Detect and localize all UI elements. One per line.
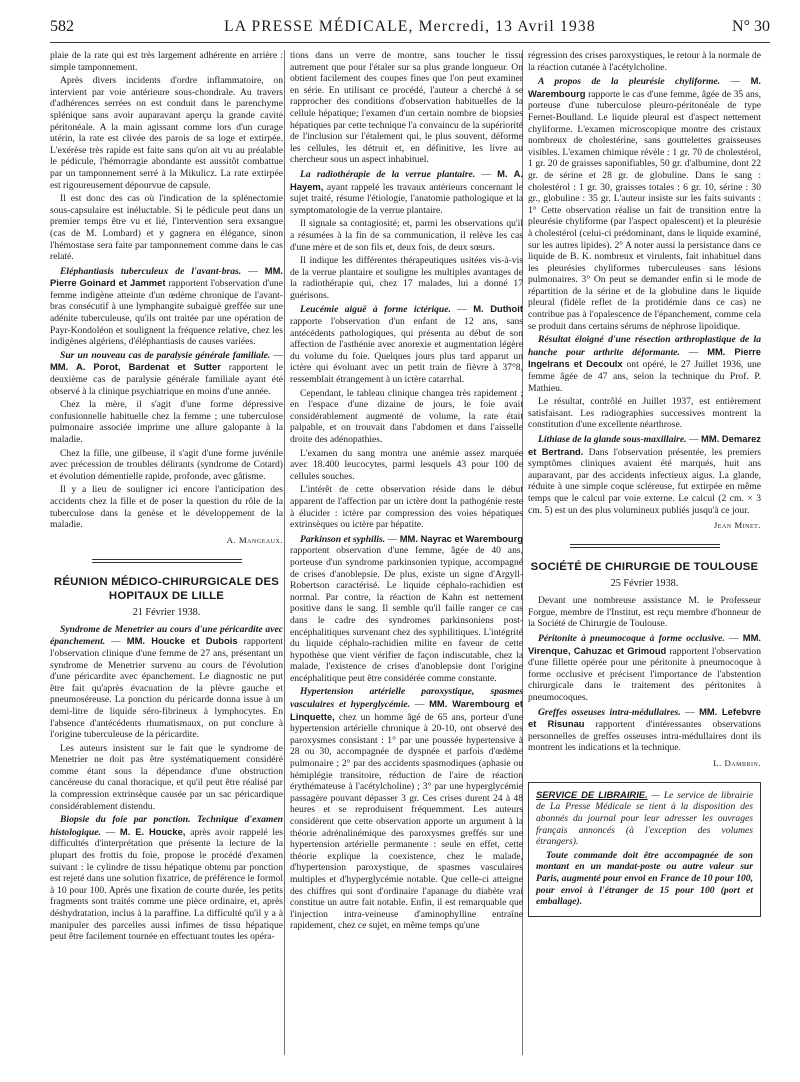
article-authors: M. A. Hayem, [290,167,523,192]
article-title: Syndrome de Menetrier au cours d'une péricardite avec épanchement. [50,623,283,648]
paragraph: L'intérêt de cette observation réside dans le début apparent de l'affection par un ictère dont la pathogénie reste à élucider : ictère par compression des voies hépatiques extrinsèques ou ictère par hépatite. [290,484,523,531]
article-title: Greffes osseuses intra-médullaires. [538,706,681,718]
paragraph: Le résultat, contrôlé en Juillet 1937, est entièrement satisfaisant. Les radiographies successives montrent la constitution d'une excellente néarthrose. [528,396,761,431]
paragraph: Après divers incidents d'ordre inflammatoire, on intervient par voie antérieure sous-chondrale. Au travers d'adhérences serrées on est conduit dans le parenchyme splénique sans avoir auparavant aperçu la grande cavité péritonéale. A la main agissant comme lors d'un curage utérin, la rate est clivée des parois de sa loge et extirpée. L'exérèse très rapide est faite sans qu'on ait vu au préalable le pédicule, l'hémorragie abondante est aussitôt combattue par un tamponnement serré à la Mikulicz. La rate extirpée est rigoureusement dépourvue de capsule. [50,75,283,191]
article-authors: M. Warembourg [528,75,761,99]
section-heading: SOCIÉTÉ DE CHIRURGIE DE TOULOUSE [530,561,759,574]
notice-paragraph [536,789,753,848]
article-text: ayant rappelé les travaux antérieurs concernant le sujet traité, résume l'étiologie, l'anatomie pathologique et la symptomatologie de la verrue plantaire. [290,181,523,216]
article-title: La radiothérapie de la verrue plantaire. [300,168,476,180]
article: La radiothérapie de la verrue plantaire. — M. A. Hayem, ayant rappelé les travaux antérieurs concernant le sujet traité, résume l'étiologie, l'anatomie pathologique et la symptomatologie de la verrue plantaire. [290,167,523,216]
article-authors: MM. Nayrac et Warembourg [399,532,523,544]
paragraph: Il indique les différentes thérapeutiques usitées vis-à-vis de la verrue plantaire et souligne les multiples avantages de la radiothérapie qui, chez 17 malades, lui a donné 17 guérisons. [290,255,523,301]
article-text: Dans l'observation présentée, les premiers symptômes cliniques avaient été marqués, huit ans auparavant, par des accidents infectieux aigus. La glande, réduite à une simple coque scléreuse, fut extirpée en même temps que le calcul par voie externe. Le calcul (2 cm. × 3 cm. 5) est un des plus volumineux publiés jusqu'à ce jour. [528,446,761,516]
paragraph: régression des crises paroxystiques, le retour à la normale de la réaction cutanée à l'acétylcholine. [528,50,761,73]
article-title: Lithiase de la glande sous-maxillaire. [538,434,687,445]
article-authors: MM. Pierre Ingelrans et Decoulx [528,345,761,370]
section-separator [570,544,720,548]
paragraph: Chez la fille, une gilbeuse, il s'agit d'une forme juvénile avec précession de troubles délirants (syndrome de Cotard) et évolution démentielle rapide, profonde, avec gâtisme. [50,447,283,482]
article-authors: MM. Lefebvre et Risunau [528,705,761,730]
article-title: Parkinson et syphilis. [300,533,386,545]
paragraph: plaie de la rate qui est très largement adhérente en arrière : simple tamponnement. [50,50,283,73]
article: Greffes osseuses intra-médullaires. — MM. Lefebvre et Risunau rapportent d'intéressantes observations personnelles de greffes osseuses intra-médullaires dont ils montrent les indications et la technique. [528,705,761,754]
article: Biopsie du foie par ponction. Technique d'examen histologique. — M. E. Houcke, après avoir rappelé les difficultés d'interprétation que présente la lecture de la plupart des frottis du foie, propose le procédé d'examen suivant : le cylindre de tissu hépatique obtenu par ponction est rejeté dans une solution fixatrice, de préférence le formol à 10 pour 100. Après une fixation de courte durée, les petits fragments sont traités comme une pièce ordinaire, et, après déshydratation, inclus à la paraffine. La difficulté qu'il y a à manipuler des parcelles aussi infimes de tissu hépatique peut être facilement tournée en effectuant toutes les opéra- [50,814,283,943]
article-title: Péritonite à pneumocoque à forme occlusive. [538,632,725,644]
paragraph: Il y a lieu de souligner ici encore l'anticipation des accidents chez la fille et de poser la question du rôle de la tuberculose dans la genèse et le développement de la maladie. [50,484,283,531]
paragraph: Il est donc des cas où l'indication de la splénectomie sous-capsulaire est inéluctable. Si le pédicule peut dans un premier temps être vu et lié, l'intervention sera exsangue (cas de M. Lombard) et y gagnera en élégance, sinon l'hémostase sera faite par tamponnement comme dans le cas relaté. [50,193,283,263]
running-header [50,18,770,40]
article: Lithiase de la glande sous-maxillaire. — MM. Demarez et Bertrand. Dans l'observation présentée, les premiers symptômes cliniques avaient été marqués, huit ans auparavant, par des accidents infectieux aigus. La glande, réduite à une simple coque scléreuse, fut extirpée en même temps que le calcul par voie externe. Le calcul (2 cm. × 3 cm. 5) est un des plus volumineux publiés jusqu'à ce jour. [528,433,761,516]
article: Syndrome de Menetrier au cours d'une péricardite avec épanchement. — MM. Houcke et Dubois rapportent l'observation clinique d'une femme de 27 ans, présentant un syndrome de Menetrier survenu au cours de l'évolution d'une péricardite avec épanchement. Le diagnostic ne put être fait qu'après évacuation de la plèvre gauche et pneumoséreuse. La ponction du péricarde donna issue à un demi-litre de liquide séro-fibrineux à lymphocytes. En l'absence d'antécédents rhumatismaux, on put conclure à l'origine tuberculeuse de la péricardite. [50,623,283,741]
article-text: rapportent l'observation d'une femme indigène atteinte d'un œdème chronique de l'avant-bras consécutif à une lymphangite subaiguë greffée sur une adénite tuberculeuse, qu'ils ont traitée par une opération de Payr-Kondoléon et soulignent la fréquence relative, chez les indigènes algériens, d'éléphantiasis de causes variées. [50,278,283,348]
article-text: chez un homme âgé de 65 ans, porteur d'une hypertension artérielle chronique à 20-10, ont observé des paroxysmes consistant : 1° par une poussée hypertensive à 28 ou 30, accompagnée de dyspnée et parfois d'œdème pulmonaire ; 2° par des accidents spasmodiques (aphasie ou hémiplégie transitoire, réduction de l'aire de réaction érythémateuse à l'acétylcholine) ; 3° par une hyperglycémie passagère pouvant dépasser 3 gr. Ces crises durent 24 à 48 heures et se reproduisent fréquemment. Les auteurs considèrent que cette observation apporte un argument à la théorie adrénalinémique des paroxysmes greffés sur une hypertension artérielle permanente : seule en effet, cette théorie explique la coexistence, chez le malade, d'hypertension paroxystique, de spasmes vasculaires multiples et d'hyperglycémie notable. Que celle-ci atteigne des chiffres qui sont d'ordinaire l'apanage du diabète vrai constitue un autre fait notable. Enfin, il est remarquable que l'injection intra-veineuse d'aminophylline entraîne rapidement, chez ce sujet, en même temps qu'une [290,711,523,932]
article: Hypertension artérielle paroxystique, spasmes vasculaires et hyperglycémie. — MM. Warembourg et Linquette, chez un homme âgé de 65 ans, porteur d'une hypertension artérielle chronique à 20-10, ont observé des paroxysmes consistant : 1° par une poussée hypertensive à 28 ou 30, accompagnée de dyspnée et parfois d'œdème pulmonaire ; 2° par des accidents spasmodiques (aphasie ou hémiplégie transitoire, réduction de l'aire de réaction érythémateuse à l'acétylcholine) ; 3° par une hyperglycémie passagère pouvant dépasser 3 gr. Ces crises durent 24 à 48 heures et se reproduisent fréquemment. Les auteurs considèrent que cette observation apporte un argument à la théorie adrénalinémique des paroxysmes greffés sur une hypertension artérielle permanente : seule en effet, cette théorie explique la coexistence, chez le malade, d'hypertension paroxystique, de spasmes vasculaires multiples et d'hyperglycémie notable. Que celle-ci atteigne des chiffres qui sont d'ordinaire l'apanage du diabète vrai constitue un autre fait notable. Enfin, il est remarquable que l'injection intra-veineuse d'aminophylline entraîne rapidement, chez ce sujet, en même temps qu'une [290,686,523,932]
issue-number: N° 30 [732,18,770,35]
article-authors: MM. A. Porot, Bardenat et Sutter [50,361,221,373]
header-rule [50,42,770,43]
article-text: ont opéré, le 27 Juillet 1936, une femme âgée de 47 ans, selon la technique du Prof. P. Mathieu. [528,359,761,394]
article-title: Eléphantiasis tuberculeux de l'avant-bras. [60,265,242,277]
article: Résultat éloigné d'une résection arthroplastique de la hanche pour arthrite déformante. — MM. Pierre Ingelrans et Decoulx ont opéré, le 27 Juillet 1936, une femme âgée de 47 ans, selon la technique du Prof. P. Mathieu. [528,334,761,394]
article-title: Hypertension artérielle paroxystique, spasmes vasculaires et hyperglycémie. [290,686,523,711]
page-number: 582 [50,18,74,35]
paragraph: Cependant, le tableau clinique changea très rapidement ; en l'espace d'une dizaine de jours, le foie avait considérablement augmenté de volume, la rate était palpable, et on trouvait dans l'abdomen et dans l'aisselle droite des adénopathies. [290,387,523,445]
article-title: Sur un nouveau cas de paralysie générale familiale. [60,349,271,361]
paragraph: Il signale sa contagiosité; et, parmi les observations qu'il a résumées à la fin de sa communication, il relève les cas d'une mère et de son fils et, deux fois, de deux sœurs. [290,218,523,253]
article-title: A propos de la pleurésie chyliforme. [538,76,721,88]
article-text: rapporte le cas d'une femme, âgée de 35 ans, porteuse d'une tuberculose pleuro-péritonéale de type Fernet-Boulland. Le liquide pleural est d'aspect nettement chyliforme. L'examen microscopique montre des cristaux nombreux de cholestérine, sans gouttelettes graisseuses visibles. L'examen chimique révèle : 1 gr. 70 de cholestérol, 1 gr. 20 de graisses saponifiables, 50 gr. d'albumine, dont 22 gr. de sérine et 28 gr. de globuline. Dans le sang : cholestérol : 1 gr. 30, graisses totales : 6 gr. 10, sérine : 30 gr., globuline : 35 gr. L'auteur insiste sur les faits suivants : 1° Cette observation réalise un fait de transition entre la pleurésie chyliforme (par l'aspect opalescent) et la pleurésie à cholestérol (celui-ci prédominant, dans le liquide examiné, sur les autres lipides). 2° A noter aussi la persistance dans ce liquide de B. K. nombreux et virulents, fait inhabituel dans les pleurésies chyliformes tuberculeuses sans lésions pulmonaires. 3° On peut se demander enfin si le mode de répartition de la sérine et de la globuline dans le liquide pleural (fidèle reflet de la protidémie dans ce cas) ne contribue pas à l'opalescence de l'épanchement, comme cela se produit dans certains sérums de néphrose lipoïdique. [528,88,761,332]
article-authors: MM. Pierre Goinard et Jammet [50,264,283,289]
article-text: rapportent d'intéressantes observations personnelles de greffes osseuses intra-médullaires dont ils montrent les indications et la technique. [528,719,761,754]
paragraph: Les auteurs insistent sur le fait que le syndrome de Menetrier ne doit pas être systématiquement considéré comme étant sous la dépendance d'une obstruction cancéreuse du canal thoracique, et qu'il peut être réalisé par la compression extrinsèque causée par un sac péricardique considérablement distendu. [50,742,283,812]
paragraph: Chez la mère, il s'agit d'une forme dépressive confusionnelle habituelle chez la femme ; une tuberculose pulmonaire associée imprime une allure galopante à la maladie. [50,399,283,445]
column-3 [528,50,761,1060]
column-2 [290,50,523,1060]
article-text: rapportent l'observation clinique d'une femme de 27 ans, présentant un syndrome de Menetrier survenu au cours de l'évolution d'une péricardite avec épanchement. Le diagnostic ne put être fait qu'après évacuation de la plèvre gauche et pneumoséreuse. La ponction du péricarde donna issue à un demi-litre de liquide séro-fibrineux à lymphocytes. En l'absence d'antécédents rhumatismaux, on put conclure à l'origine tuberculeuse de la péricardite. [50,636,283,741]
article-authors: M. Duthoit [473,303,523,315]
article-text: rapportent l'observation d'une fillette opérée pour une péritonite à pneumocoque à forme occlusive et précisent l'importance de l'abstention chirurgicale dans le traitement des péritonites à pneumocoques. [528,645,761,703]
article-text: après avoir rappelé les difficultés d'interprétation que présente la lecture de la plupart des frottis du foie, propose le procédé d'examen suivant : le cylindre de tissu hépatique obtenu par ponction est rejeté dans une solution fixatrice, de préférence le formol à 10 pour 100. Après une fixation de courte durée, les petits fragments sont traités comme une pièce ordinaire, et, après déshydratation, inclus à la paraffine. La difficulté qu'il y a à manipuler des parcelles aussi infimes de tissu hépatique peut être facilement tournée en effectuant toutes les opéra- [50,826,283,943]
article-title: Résultat éloigné d'une résection arthroplastique de la hanche pour arthrite déformante. [528,334,761,358]
signature: A. Mangeaux. [226,534,283,545]
section-date: 25 Février 1938. [610,578,679,590]
article-authors: MM. Virenque, Cahuzac et Grimoud [528,631,761,656]
article: Péritonite à pneumocoque à forme occlusive. — MM. Virenque, Cahuzac et Grimoud rapportent l'observation d'une fillette opérée pour une péritonite à pneumocoque à forme occlusive et précisent l'importance de l'abstention chirurgicale dans le traitement des péritonites à pneumocoques. [528,631,761,703]
paragraph: tions dans un verre de montre, sans toucher le tissu autrement que pour l'étaler sur sa plus grande longueur. On obtient facilement des coupes fines que l'on peut examiner en série. En utilisant ce procédé, l'auteur a cherché à se rapprocher des conditions d'observation habituelles de la cellule hépatique; l'examen d'un certain nombre de biopsies hépatiques par cette technique l'a convaincu de la supériorité de l'inclusion sur l'étalement qui, le plus souvent, déforme les cellules, les détruit et, en définitive, les livre au chercheur sous un aspect inhabituel. [290,50,523,166]
column-1 [50,50,283,1060]
notice-paragraph: Toute commande doit être accompagnée de son montant en un mandat-poste ou autre valeur sur Paris, augmenté pour envoi en France de 10 pour 100, pour envoi à l'étranger de 15 pour 100 (port et emballage). [536,849,753,908]
article-text: rapportent le deuxième cas de paralysie générale familiale ayant été observé à la clinique psychiatrique en moins d'une année. [50,362,283,397]
article: Eléphantiasis tuberculeux de l'avant-bras. — MM. Pierre Goinard et Jammet rapportent l'observation d'une femme indigène atteinte d'un œdème chronique de l'avant-bras consécutif à une lymphangite subaiguë greffée sur une adénite tuberculeuse, qu'ils ont traitée par une opération de Payr-Kondoléon et soulignent la fréquence relative, chez les indigènes algériens, d'éléphantiasis de causes variées. [50,264,283,348]
article: Sur un nouveau cas de paralysie générale familiale. — MM. A. Porot, Bardenat et Sutter rapportent le deuxième cas de paralysie générale familiale ayant été observé à la clinique psychiatrique en moins d'une année. [50,349,283,397]
paragraph: L'examen du sang montra une anémie assez marquée avec 18.400 leucocytes, parmi lesquels 43 pour 100 de cellules souches. [290,447,523,482]
article-authors: MM. Houcke et Dubois [126,635,238,647]
bookshop-notice [528,782,761,917]
section-heading: RÉUNION MÉDICO-CHIRURGICALE DES HOPITAUX DE LILLE [53,575,280,602]
journal-title: LA PRESSE MÉDICALE, Mercredi, 13 Avril 1938 [224,18,596,35]
notice-text: — Le service de librairie de La Presse Médicale se tient à la disposition des abonnés du journal pour leur adresser les ouvrages français annoncés (à l'exception des volumes étrangers). [536,789,754,848]
column-divider [284,50,285,1055]
article-authors: MM. Warembourg et Linquette, [290,698,523,722]
article: A propos de la pleurésie chyliforme. — M. Warembourg rapporte le cas d'une femme, âgée de 35 ans, porteuse d'une tuberculose pleuro-péritonéale de type Fernet-Boulland. Le liquide pleural est d'aspect nettement chyliforme. L'examen microscopique montre des cristaux nombreux de cholestérine, sans gouttelettes graisseuses visibles. L'examen chimique révèle : 1 gr. 70 de cholestérol, 1 gr. 20 de graisses saponifiables, 50 gr. d'albumine, dont 22 gr. de sérine et 28 gr. de globuline. Dans le sang : cholestérol : 1 gr. 30, graisses totales : 6 gr. 10, sérine : 30 gr., globuline : 35 gr. L'auteur insiste sur les faits suivants : 1° Cette observation réalise un fait de transition entre la pleurésie chyliforme (par l'aspect opalescent) et la pleurésie à cholestérol (celui-ci prédominant, dans le liquide examiné, sur les autres lipides). 2° A noter aussi la persistance dans ce liquide de B. K. nombreux et virulents, fait inhabituel dans les pleurésies chyliformes tuberculeuses sans lésions pulmonaires. 3° On peut se demander enfin si le mode de répartition de la sérine et de la globuline dans le liquide pleural (fidèle reflet de la protidémie dans ce cas) ne contribue pas à l'opalescence de l'épanchement, comme cela se produit dans certains sérums de néphrose lipoïdique. [528,75,761,332]
article-title: Leucémie aiguë à forme ictérique. [300,304,451,316]
signature: Jean Minet. [713,520,761,531]
section-date: 21 Février 1938. [132,606,201,618]
article: Leucémie aiguë à forme ictérique. — M. Duthoit rapporte l'observation d'un enfant de 12 ans, sans antécédents pathologiques, qui présenta au début de son affection de l'asthénie avec anorexie et augmentation légère du volume du foie. Quelques jours plus tard apparut un ictère qui évoluant avec un petit train de fièvre à 37°8, ressemblait étrangement à un ictère catarrhal. [290,303,523,386]
signature: L. Dambrin. [713,757,761,768]
notice-heading: SERVICE DE LIBRAIRIE. [536,788,648,800]
article-text: rapporte l'observation d'un enfant de 12 ans, sans antécédents pathologiques, qui présenta au début de son affection de l'asthénie avec anorexie et augmentation légère du volume du foie. Quelques jours plus tard apparut un ictère qui évoluant avec un petit train de fièvre à 37°8, ressemblait étrangement à un ictère catarrhal. [290,316,523,386]
article-authors: M. E. Houcke, [119,825,186,837]
article-authors: MM. Demarez et Bertrand. [528,433,761,457]
paragraph: Devant une nombreuse assistance M. le Professeur Forgue, membre de l'Institut, est reçu membre d'honneur de la Société de Chirurgie de Toulouse. [528,595,761,630]
article: Parkinson et syphilis. — MM. Nayrac et Warembourg rapportent observation d'une femme, âgée de 40 ans, porteuse d'un syndrome parkinsonien typique, accompagné de crises d'anoblepsie. De plus, existe un signe d'Argyll-Robertson caractérisé. Le liquide céphalo-rachidien est normal. Par contre, la réaction de Kahn est nettement positive dans le sang. Il semble qu'il faille ranger ce cas dans le cadre des syndromes parkinsoniens post-encéphalitiques survenant chez des syphilitiques. L'intégrité du liquide céphalo-rachidien milite en faveur de cette hypothèse que vient vérifier de façon indiscutable, chez la malade, l'existence de crises d'anoblepsie dont l'origine encéphalitique peut être considérée comme constante. [290,532,523,684]
article-text: rapportent observation d'une femme, âgée de 40 ans, porteuse d'un syndrome parkinsonien typique, accompagné de crises d'anoblepsie. De plus, existe un signe d'Argyll-Robertson caractérisé. Le liquide céphalo-rachidien est normal. Par contre, la réaction de Kahn est nettement positive dans le sang. Il semble qu'il faille ranger ce cas dans le cadre des syndromes parkinsoniens post-encéphalitiques survenant chez des syphilitiques. L'intégrité du liquide céphalo-rachidien milite en faveur de cette hypothèse que vient vérifier de façon indiscutable, chez la malade, l'existence de crises d'anoblepsie dont l'origine encéphalitique peut être considérée comme constante. [290,545,523,684]
section-separator [92,559,242,563]
article-title: Biopsie du foie par ponction. Technique d'examen histologique. [50,814,283,838]
